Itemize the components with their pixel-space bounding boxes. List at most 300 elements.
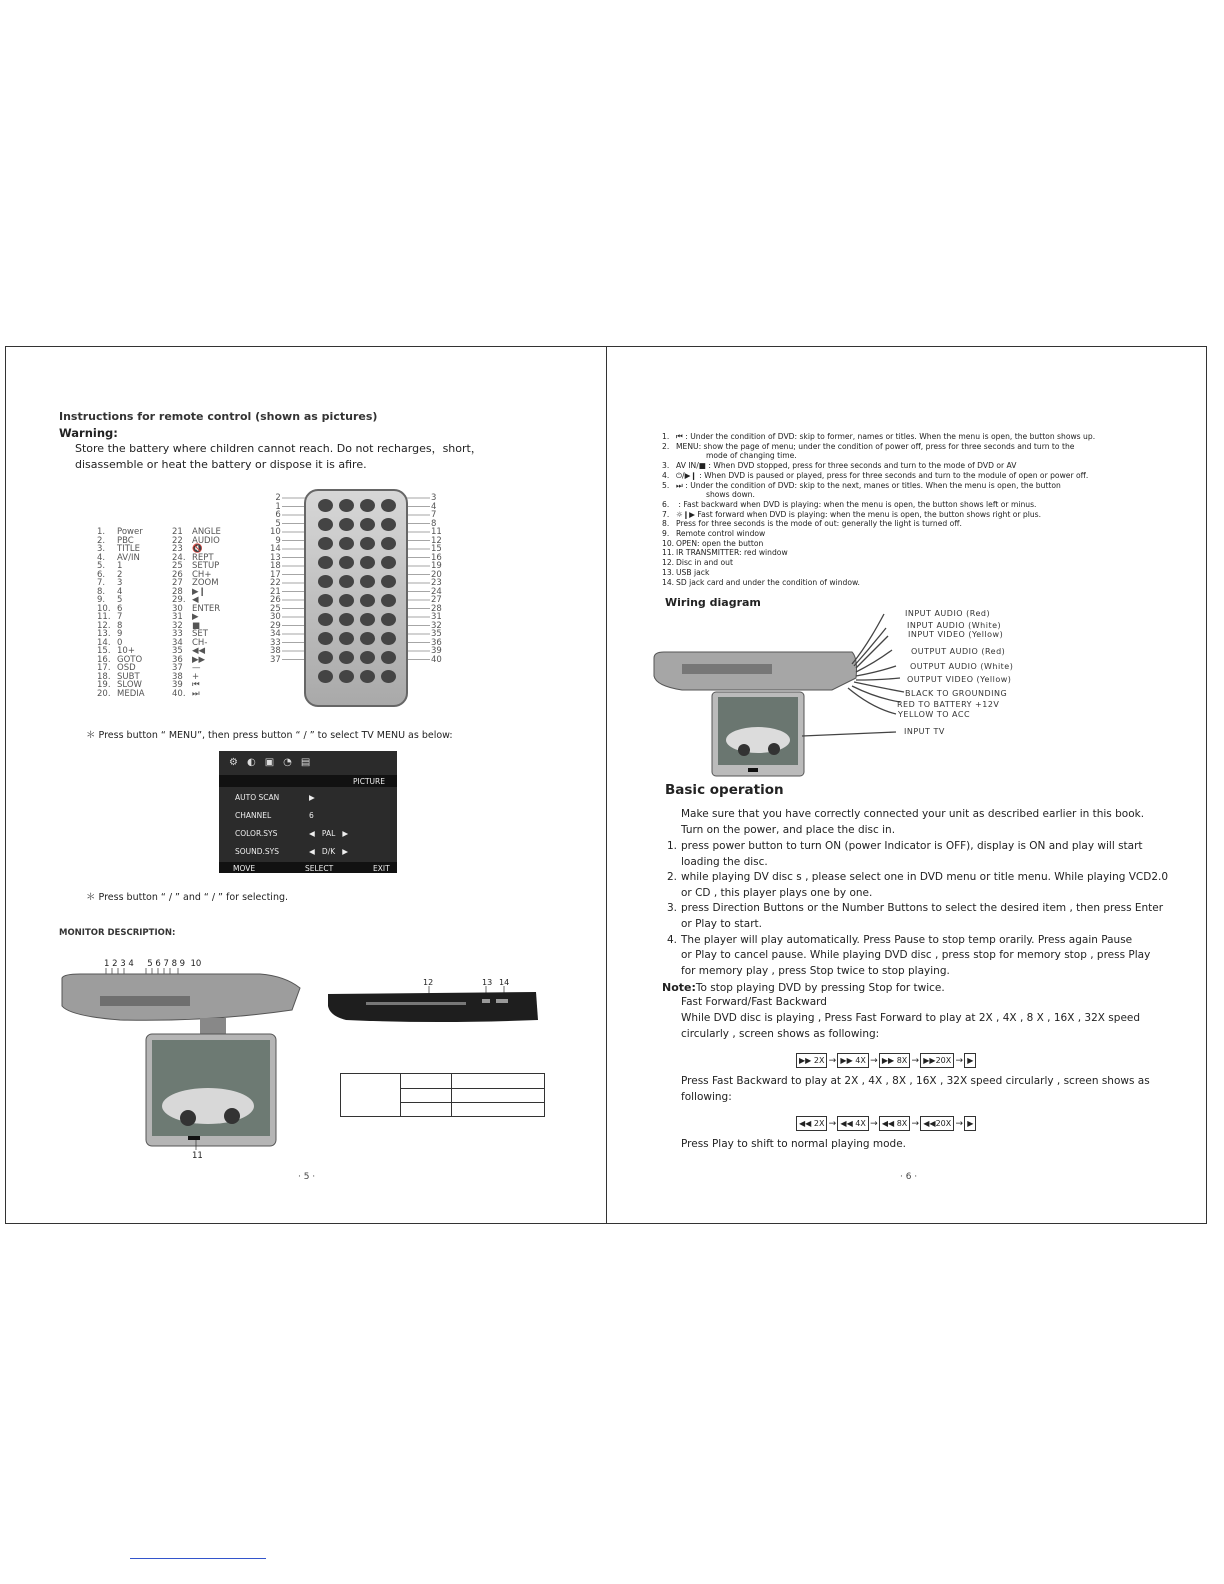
- fast-backward-sequence: [796, 1111, 976, 1131]
- menu-tab-icons: ⚙◐▣◔▤: [229, 757, 320, 768]
- description-item: [662, 432, 1182, 442]
- remote-callout-number: 26: [270, 595, 281, 605]
- basic-operation-heading: Basic operation: [665, 782, 784, 798]
- intro-line-1: Make sure that you have correctly connected your unit as described earlier in this book.: [681, 808, 1145, 820]
- fb-speed-box: ◀◀ 8X: [879, 1116, 910, 1131]
- legend-label: 9: [117, 629, 123, 639]
- item-text: ⏭ : Under the condition of DVD: skip to the next, manes or titles. When the menu is open, the button: [676, 480, 1061, 490]
- legend-number: 8.: [97, 586, 106, 597]
- legend-label: —: [192, 663, 201, 673]
- legend-label: ⏭: [192, 688, 200, 699]
- item-number: 14.: [662, 577, 675, 587]
- wiring-label: OUTPUT AUDIO (White): [910, 662, 1014, 671]
- monitor-description-heading: MONITOR DESCRIPTION:: [59, 928, 176, 938]
- legend-label: ENTER: [192, 603, 221, 614]
- note-text: To stop playing DVD by pressing Stop for twice.: [695, 982, 945, 994]
- wiring-label: YELLOW TO ACC: [898, 710, 971, 719]
- item-text: SD jack card and under the condition of window.: [676, 577, 860, 587]
- menu-row-value: ◀ D/K ▶: [309, 847, 349, 856]
- remote-callout-number: 22: [270, 578, 281, 588]
- step-text: press power button to turn ON (power Indicator is OFF), display is ON and play will start: [681, 840, 1143, 852]
- item-text: IR TRANSMITTER: red window: [676, 548, 788, 558]
- fb-speed-box: ▶: [964, 1116, 976, 1131]
- remote-callout-number: 36: [431, 637, 442, 648]
- legend-number: 6.: [97, 569, 106, 580]
- legend-label: ⏮: [192, 680, 200, 690]
- remote-button: [339, 537, 354, 550]
- monitor-callouts-top: 1 2 3 4 5 6 7 8 9 10: [104, 959, 202, 969]
- legend-number: 35: [172, 646, 183, 656]
- remote-button: [318, 651, 333, 664]
- wiring-label: OUTPUT AUDIO (Red): [911, 647, 1006, 656]
- step-text: or Play to start.: [681, 917, 762, 930]
- item-number: 9.: [662, 529, 670, 539]
- remote-callout-number: 25: [270, 603, 281, 614]
- legend-label: ◀◀: [192, 646, 206, 656]
- menu-footer-select: SELECT: [305, 864, 334, 873]
- remote-callout-number: 19: [431, 561, 442, 571]
- description-item: [662, 558, 1182, 568]
- item-text: Disc in and out: [676, 558, 733, 568]
- operation-step: [667, 855, 1167, 871]
- remote-control-image: [304, 489, 408, 707]
- remote-callout-number: 6: [275, 510, 281, 520]
- menu-row-label: COLOR.SYS: [235, 829, 278, 838]
- remote-button: [339, 556, 354, 569]
- item-number: 1.: [662, 432, 670, 441]
- description-item: [662, 481, 1182, 491]
- step-text: for memory play , press Stop twice to stop playing.: [681, 964, 950, 977]
- remote-callout-number: 39: [431, 646, 442, 656]
- legend-number: 33: [172, 629, 183, 639]
- menu-footer-move: MOVE: [233, 864, 256, 873]
- remote-button: [381, 651, 396, 664]
- step-text: press Direction Buttons or the Number Buttons to select the desired item , then press Enter: [681, 902, 1164, 915]
- legend-label: SETUP: [192, 561, 220, 571]
- legend-label: CH+: [192, 569, 212, 580]
- remote-callout-number: 13: [270, 552, 281, 563]
- wiring-label: OUTPUT VIDEO (Yellow): [907, 675, 1012, 684]
- item-text: ⏮ : Under the condition of DVD: skip to former, names or titles. When the menu is open, the button shows up.: [676, 432, 1096, 441]
- intro-line-2: Turn on the power, and place the disc in.: [681, 824, 896, 836]
- remote-button: [339, 518, 354, 531]
- arrow-icon: →: [955, 1056, 963, 1066]
- remote-button: [318, 499, 333, 512]
- remote-callout-number: 33: [270, 637, 281, 648]
- legend-label: ■: [192, 620, 201, 631]
- remote-callout-number: 7: [431, 510, 437, 520]
- remote-button: [318, 518, 333, 531]
- wiring-label: RED TO BATTERY +12V: [897, 700, 1000, 709]
- note-label: Note:: [662, 981, 696, 994]
- wiring-diagram-heading: Wiring diagram: [665, 596, 761, 609]
- legend-label: +: [192, 671, 200, 682]
- remote-button: [339, 594, 354, 607]
- remote-button: [381, 499, 396, 512]
- remote-callout-number: 14: [270, 544, 281, 554]
- legend-number: 38: [172, 671, 183, 682]
- remote-button: [339, 613, 354, 626]
- operation-step: [667, 901, 1167, 917]
- remote-button: [381, 537, 396, 550]
- remote-button: [381, 518, 396, 531]
- legend-label: 5: [117, 595, 123, 605]
- legend-label: ZOOM: [192, 578, 219, 588]
- step-text: or CD , this player plays one by one.: [681, 886, 873, 899]
- menu-row-label: SOUND.SYS: [235, 847, 280, 856]
- wiring-label: INPUT AUDIO (White): [907, 621, 1002, 630]
- item-number: 6.: [662, 499, 670, 509]
- menu-row-label: AUTO SCAN: [235, 793, 280, 802]
- arrow-icon: →: [911, 1119, 920, 1129]
- remote-legend-left: [97, 528, 145, 698]
- legend-number: 11.: [97, 612, 111, 622]
- legend-number: 7.: [97, 578, 106, 588]
- remote-callout-number: 20: [431, 569, 442, 580]
- arrow-icon: →: [955, 1119, 963, 1129]
- legend-number: 4.: [97, 552, 106, 563]
- step-text: or Play to cancel pause. While playing DVD disc , press stop for memory stop , press Play: [681, 949, 1151, 962]
- play-normal-text: Press Play to shift to normal playing mode.: [681, 1138, 907, 1150]
- legend-label: TITLE: [117, 544, 140, 554]
- remote-button: [318, 670, 333, 683]
- item-text: ⏻/▶❙ : When DVD is paused or played, press for three seconds and turn to the module of open or power off.: [676, 470, 1089, 480]
- warning-label: Warning:: [59, 426, 118, 440]
- description-item: [662, 519, 1182, 529]
- item-number: 10.: [662, 538, 675, 548]
- item-number: 4.: [662, 470, 670, 480]
- menu-title: PICTURE: [353, 777, 385, 786]
- operation-step: [667, 933, 1167, 949]
- remote-callout-number: 31: [431, 612, 442, 622]
- remote-button: [339, 670, 354, 683]
- step-text: The player will play automatically. Press Pause to stop temp orarily. Press again Pause: [681, 933, 1133, 946]
- legend-label: ▶❙: [192, 586, 206, 597]
- remote-button: [360, 651, 375, 664]
- legend-label: SET: [192, 629, 208, 639]
- legend-label: ◀: [192, 595, 199, 605]
- item-number: 11.: [662, 548, 675, 558]
- legend-number: 1.: [97, 527, 106, 537]
- ff-speed-box: ▶: [964, 1053, 976, 1068]
- remote-button: [381, 556, 396, 569]
- legend-label: ▶▶: [192, 654, 206, 665]
- wiring-label: INPUT VIDEO (Yellow): [908, 630, 1004, 639]
- operation-step: [667, 886, 1167, 902]
- remote-callout-number: 15: [431, 544, 442, 554]
- remote-callout-number: 4: [431, 501, 437, 512]
- legend-number: 15.: [97, 646, 111, 656]
- legend-label: MEDIA: [117, 688, 145, 699]
- fb-text-2: following:: [681, 1091, 732, 1103]
- legend-number: 34: [172, 637, 183, 648]
- operation-step: [667, 948, 1167, 964]
- ff-speed-box: ▶▶ 4X: [837, 1053, 868, 1068]
- ff-text-1: While DVD disc is playing , Press Fast Forward to play at 2X , 4X , 8 X , 16X , 32X speed: [681, 1012, 1141, 1024]
- legend-number: 25: [172, 561, 183, 571]
- legend-number: 2.: [97, 535, 106, 546]
- description-item: [662, 548, 1182, 558]
- description-item: [662, 442, 1182, 452]
- legend-label: 4: [117, 586, 123, 597]
- ff-speed-box: ▶▶ 8X: [879, 1053, 910, 1068]
- description-item: [662, 461, 1182, 471]
- item-number: 13.: [662, 567, 675, 577]
- description-item: [662, 568, 1182, 578]
- item-text: : Fast backward when DVD is playing: when the menu is open, the button shows left or minus.: [676, 499, 1037, 509]
- arrow-icon: →: [870, 1056, 878, 1066]
- legend-number: 5.: [97, 561, 106, 571]
- legend-number: 37: [172, 663, 183, 673]
- remote-callout-number: 28: [431, 603, 442, 614]
- arrow-icon: →: [828, 1119, 837, 1129]
- legend-number: 24.: [172, 552, 186, 563]
- wiring-diagram-image: [652, 606, 922, 778]
- description-item: [662, 490, 1182, 500]
- button-descriptions: [662, 432, 1182, 587]
- item-number: 12.: [662, 558, 675, 568]
- legend-label: ▶: [192, 612, 199, 622]
- warning-text: Store the battery where children cannot reach. Do not recharges，short，disassemble or heat the battery or dispose it is afire.: [75, 442, 482, 471]
- ff-text-2: circularly , screen shows as following:: [681, 1028, 880, 1040]
- legend-label: AUDIO: [192, 535, 220, 546]
- fb-speed-box: ◀◀20X: [920, 1116, 954, 1131]
- step-number: 2.: [667, 871, 678, 884]
- tv-menu-screenshot: [219, 751, 397, 873]
- remote-callout-number: 21: [270, 586, 281, 597]
- remote-button: [360, 537, 375, 550]
- remote-legend-right: [172, 528, 221, 698]
- remote-callout-number: 27: [431, 595, 442, 605]
- remote-button: [318, 537, 333, 550]
- remote-button: [318, 594, 333, 607]
- remote-callout-number: 11: [431, 527, 442, 537]
- menu-footer-exit: EXIT: [373, 864, 390, 873]
- legend-number: 20.: [97, 688, 111, 699]
- legend-label: Power: [117, 527, 143, 537]
- remote-button: [339, 499, 354, 512]
- remote-callout-number: 18: [270, 561, 281, 571]
- remote-callout-number: 23: [431, 578, 442, 588]
- menu-row-value: ◀ PAL ▶: [309, 829, 349, 838]
- legend-label: OSD: [117, 663, 136, 673]
- item-number: 8.: [662, 519, 670, 529]
- legend-label: 3: [117, 578, 123, 588]
- menu-row-label: CHANNEL: [235, 811, 272, 820]
- legend-label: 0: [117, 637, 123, 648]
- legend-label: SLOW: [117, 680, 142, 690]
- remote-button: [339, 575, 354, 588]
- legend-label: 8: [117, 620, 123, 631]
- wiring-label: INPUT AUDIO (Red): [905, 609, 991, 618]
- legend-number: 30: [172, 603, 183, 614]
- step-text: while playing DV disc s , please select one in DVD menu or title menu. While playing VCD2.0: [681, 871, 1169, 884]
- remote-button: [360, 613, 375, 626]
- description-item: [662, 539, 1182, 549]
- remote-button: [318, 556, 333, 569]
- ff-speed-box: ▶▶ 2X: [796, 1053, 827, 1068]
- remote-button: [381, 575, 396, 588]
- legend-number: 36: [172, 654, 183, 665]
- remote-callout-number: 2: [275, 493, 281, 503]
- item-text: shows down.: [706, 490, 755, 500]
- remote-callout-number: 29: [270, 620, 281, 631]
- legend-label: AV/IN: [117, 552, 140, 563]
- item-number: 2.: [662, 441, 670, 451]
- legend-row: [172, 690, 221, 699]
- legend-number: 39: [172, 680, 183, 690]
- monitor-callout-11: 11: [192, 1151, 203, 1161]
- operation-step: [667, 839, 1167, 855]
- remote-instructions-heading: Instructions for remote control (shown as pictures): [59, 410, 378, 423]
- press-menu-instruction: ＊ Press button “ MENU”, then press button “ / ” to select TV MENU as below:: [86, 730, 453, 741]
- remote-callout-number: 16: [431, 552, 442, 563]
- footer-link-underline: [130, 1558, 266, 1559]
- remote-callout-number: 38: [270, 646, 281, 656]
- remote-button: [360, 499, 375, 512]
- remote-button: [360, 518, 375, 531]
- item-text: mode of changing time.: [706, 451, 797, 461]
- remote-button: [381, 632, 396, 645]
- menu-row-value: 6: [309, 811, 314, 820]
- legend-label: PBC: [117, 535, 134, 546]
- legend-label: GOTO: [117, 654, 143, 665]
- remote-callout-number: 17: [270, 569, 281, 580]
- legend-number: 29.: [172, 595, 186, 605]
- legend-number: 22: [172, 535, 183, 546]
- legend-number: 32: [172, 620, 183, 631]
- legend-number: 17.: [97, 663, 111, 673]
- description-item: [662, 578, 1182, 588]
- item-number: 7.: [662, 509, 670, 519]
- item-number: 5.: [662, 480, 670, 490]
- item-text: USB jack: [676, 567, 710, 577]
- remote-callout-number: 5: [275, 518, 281, 529]
- side-callout-14: 14: [499, 978, 510, 987]
- empty-spec-table: [340, 1073, 545, 1117]
- legend-label: 1: [117, 561, 123, 571]
- remote-callout-number: 9: [275, 535, 281, 546]
- operation-steps: [667, 839, 1167, 979]
- legend-number: 3.: [97, 544, 106, 554]
- remote-button: [381, 670, 396, 683]
- remote-button: [360, 632, 375, 645]
- legend-number: 14.: [97, 637, 111, 648]
- remote-button: [360, 575, 375, 588]
- arrow-icon: →: [911, 1056, 920, 1066]
- ff-speed-box: ▶▶20X: [920, 1053, 954, 1068]
- legend-number: 10.: [97, 603, 111, 614]
- legend-label: 10+: [117, 646, 135, 656]
- legend-number: 28: [172, 586, 183, 597]
- item-text: OPEN: open the button: [676, 538, 764, 548]
- step-text: loading the disc.: [681, 855, 768, 868]
- remote-button: [318, 613, 333, 626]
- fb-speed-box: ◀◀ 2X: [796, 1116, 827, 1131]
- legend-number: 9.: [97, 595, 106, 605]
- monitor-unit-image: [60, 966, 310, 1162]
- legend-label: CH-: [192, 637, 208, 648]
- legend-number: 23: [172, 544, 183, 554]
- step-number: 4.: [667, 933, 678, 946]
- fb-text-1: Press Fast Backward to play at 2X , 4X , 8X , 16X , 32X speed circularly , screen shows as: [681, 1075, 1150, 1087]
- legend-label: 7: [117, 612, 123, 622]
- arrow-icon: →: [828, 1056, 837, 1066]
- description-item: [662, 529, 1182, 539]
- fb-speed-box: ◀◀ 4X: [837, 1116, 868, 1131]
- remote-button: [360, 556, 375, 569]
- legend-number: 21: [172, 527, 183, 537]
- legend-number: 27: [172, 578, 183, 588]
- legend-row: [97, 690, 145, 699]
- page-number-right: · 6 ·: [900, 1172, 918, 1182]
- monitor-side-view-image: [326, 986, 540, 1026]
- item-number: 3.: [662, 461, 670, 471]
- legend-number: 13.: [97, 629, 111, 639]
- note-line: [662, 981, 945, 994]
- legend-number: 16.: [97, 654, 111, 665]
- wiring-label: BLACK TO GROUNDING: [905, 689, 1008, 698]
- item-text: Press for three seconds is the mode of out: generally the light is turned off.: [676, 519, 962, 529]
- remote-callout-number: 1: [275, 501, 281, 512]
- remote-callout-number: 10: [270, 527, 281, 537]
- remote-callout-number: 24: [431, 586, 442, 597]
- legend-label: ANGLE: [192, 527, 221, 537]
- description-item: [662, 471, 1182, 481]
- operation-step: [667, 870, 1167, 886]
- legend-label: 6: [117, 603, 123, 614]
- legend-number: 31: [172, 612, 183, 622]
- legend-number: 12.: [97, 620, 111, 631]
- page-divider: [606, 346, 607, 1224]
- legend-label: REPT: [192, 552, 214, 563]
- description-item: [662, 451, 1182, 461]
- menu-row-value: ▶: [309, 793, 315, 802]
- remote-callout-number: 32: [431, 620, 442, 631]
- operation-step: [667, 917, 1167, 933]
- remote-button: [381, 594, 396, 607]
- remote-callout-number: 34: [270, 629, 281, 639]
- fast-forward-sequence: [796, 1048, 976, 1068]
- remote-callout-number: 40: [431, 654, 442, 665]
- legend-label: 2: [117, 569, 123, 580]
- item-text: AV IN/■ : When DVD stopped, press for three seconds and turn to the mode of DVD or AV: [676, 461, 1017, 471]
- remote-button: [339, 651, 354, 664]
- description-item: [662, 500, 1182, 510]
- remote-callout-number: 12: [431, 535, 442, 546]
- remote-callout-number: 3: [431, 493, 437, 503]
- ff-title: Fast Forward/Fast Backward: [681, 996, 827, 1008]
- remote-callout-number: 37: [270, 654, 281, 665]
- page-number-left: · 5 ·: [298, 1172, 316, 1182]
- step-number: 1.: [667, 840, 678, 852]
- legend-number: 40.: [172, 688, 186, 699]
- legend-label: SUBT: [117, 671, 140, 682]
- remote-button: [339, 632, 354, 645]
- legend-label: 🔇: [192, 544, 203, 554]
- legend-number: 19.: [97, 680, 111, 690]
- side-callout-13: 13: [482, 978, 493, 987]
- remote-button: [381, 613, 396, 626]
- legend-number: 18.: [97, 671, 111, 682]
- press-select-instruction: ＊ Press button “ / ” and “ / ” for selecting.: [86, 892, 289, 903]
- remote-callout-number: 30: [270, 612, 281, 622]
- step-number: 3.: [667, 902, 678, 915]
- item-text: ☼❙▶ Fast forward when DVD is playing: when the menu is open, the button shows right or plus.: [676, 509, 1042, 519]
- remote-button: [318, 632, 333, 645]
- remote-button: [360, 670, 375, 683]
- wiring-label: INPUT TV: [904, 727, 945, 736]
